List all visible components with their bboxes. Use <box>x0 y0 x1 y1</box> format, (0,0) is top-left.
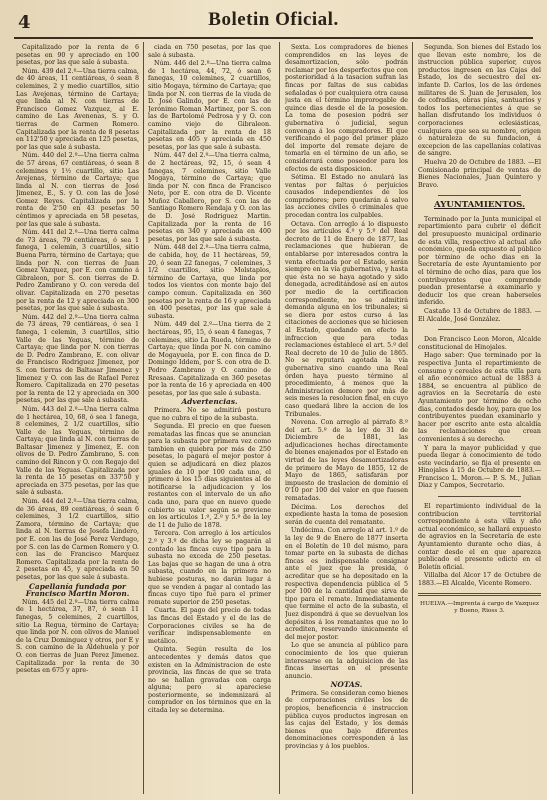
paragraph: Novena. Con arreglo al párrafo 8.º del art. 5.º de la ley de 31 de Diciembre de 1881, las adjudicaciones hechas directamente de bienes enajenados por el Estado en virtud de las leyes desamortizadoras de primero de Mayo de 1855, 12 de Mayo de 1865, satisfarán por impuesto de traslacion de dominio el 0'10 por 100 del valor en que fuesen rematadas. <box>285 419 408 503</box>
paragraph: Décima. Los derechos del expediente hasta la toma de posesion serán de cuenta del rematante. <box>285 503 408 526</box>
paragraph: Núm. 446 del 2.º—Una tierra calma de 1 hectárea, 44, 72, ó sean 6 fanegas, 10 celemines, 2 cuartillos, sitio Mogaya, término de Cartaya; que linda por N. con tierras de la viuda de D. José Galindo, por E. con las de Jerónimo Roman Martinez, por S. con las de Bartolomé Pedrosa y y O. con camino viejo de Gibraleon. Capitalizada por la renta de 18 pesetas en 405 y apreciada en 450 pesetas, por las que sale á subasta. <box>148 60 271 151</box>
paragraph: Undécima. Con arreglo al art. 1.º de la ley de 9 de Enero de 1877 inserta en el Boletín de 10 del mismo, para tomar parte en la subasta de dichas fincas es indispensable consignar ante el juez que la presida, ó acreditar que se ha depositado en la respectiva dependencia pública el 5 por 100 de la cantidad que sirva de tipo para el remate. Inmediatamente que termine el acto de la subasta, el Juez dispondrá á que se devuelvan los depósitos á los rematantes que no lo acrediten, reservando únicamente el del mejor postor. <box>285 527 408 641</box>
section-title: AYUNTAMIENTOS. <box>433 200 526 211</box>
paragraph: Sétima. El Estado no anulará las ventas por faltas ó perjuicios causados independientes de los compradores; pero quedarán á salvo las acciones civiles ó criminales que procedan contra los culpables. <box>285 174 408 220</box>
paragraph: Núm. 443 del 2.º—Una tierra calma de 1 hectárea, 10, 68, ó sea 1 fanega, 8 celemines, 2 1/2 cuartillos, sitio Valle de las Yeguas, término de Cartaya; que linda al N. con tierras de Baltasar Jimenez y Jimenez, E. con olivos de D. Pedro Zambrano, S. con camino del Rincon y O. con Regajo del Valle de las Yeguas. Capitalizada por la renta de 15 pesetas en 337'50 y apreciada en 375 pesetas, por las que sale á subasta. <box>16 405 139 497</box>
column-divider <box>279 42 280 794</box>
paragraph: Núm. 442 del 2.º—Una tierra calma de 73 áreas, 79 centiáreas, ó sea 1 fanega, 1 celemin, 3 cuartillos, sitio Valle de las Yeguas, término de Cartaya; que linda por N. con tierras de D. Pedro Zambrano, E. con olivar de Francisco Rodriguez Jimenez, por S. con tierras de Baltasar Jimenez y Jimenez y O. con las de Rafael Perez Romero. Capitalizada en 270 pesetas por la renta de 12 y apreciada en 300 pesetas, por las que sale á subasta. <box>16 313 139 405</box>
page-title: Boletin Oficial. <box>208 9 339 30</box>
column-3 <box>285 44 408 792</box>
paragraph: Sexta. Los compradores de bienes comprendidos en las leyes de desamortizacion, sólo podrán reclamar por los desperfectos que con posterioridad á la tasacion sufran las fincas por faltas de sus cabidas señaladas ó por cualquiera otra causa justa en el término improrogable de quince dias desde el de la posesion. La toma de posesion podrá ser gubernativa ó judicial, segun convenga á los compradores. El que verificando el pago del primer plazo del importe del remate dejare de tomarla en el término de un año, se considerará como poseedor para los efectos de esta disposicion. <box>285 44 408 173</box>
paragraph: Núm. 439 del 2.º—Una tierra calma, de 40 áreas, 11 centiáreas, ó sean 8 celemines, 2 y medio cuartillos, sitio Las Avejenas, término de Cartaya; que linda al N. con tierras de Francisco Gomez Vazquez, al E. camino de Las Avenenas, S. y O. tierras de Carmen Romero. Capitalizada por la renta de 8 pesetas en 112'50 y apreciada en 125 pesetas, por las que sale á subasta. <box>16 67 139 151</box>
paragraph: Lo que se anuncia al público para conocimiento de los que quieran interesarse en la adquisicion de las fincas insertas en el presente anuncio. <box>285 642 408 680</box>
paragraph: ciada en 750 pesetas, por las que sale á subasta. <box>148 44 271 59</box>
paragraph: Núm. 447 del 2.º—Una tierra calma, de 2 hectáreas, 92, 15, ó sean 4 fanegas, 7 celemines, sitio Valle Mogaya, término de Cartaya; que linda por N. con finca de Francisco Neto, por E. con otra de D. Vicente Muñoz Caballero, por S. con las de Santiago Romero Rendaja y O. con las de D. José Rodriguez Martin. Capitalizada por la renta de 16 pesetas en 340 y apreciada en 400 pesetas, por las que sale á subasta. <box>148 152 271 243</box>
column-1 <box>16 44 139 792</box>
paragraph: Núm. 445 del 2.º—Una tierra calma de 1 hectárea, 37, 87, ó sean 11 fanegas, 5 celemines, 2 cuartillos, sitio La Regua, término de Cartaya; que linda por N. con olivos de Manuel de la Cruz Dominguez y otros, por E y S. con camino de la Aldehuela y por O. con tierras de Juan Perez Jimenez. Capitalizada por la renta de 30 pesetas en 675 y apre- <box>16 598 139 675</box>
paragraph: Cuarta. El pago del precio de todas las fincas del Estado y el de las de Corporaciones civiles se ha de verificar indispensablemente en metálico. <box>148 607 271 645</box>
page-number: 4 <box>18 12 31 33</box>
paragraph: Quinta. Según resulta de los antecedentes y demás datos que existen en la Administracion de este provincia, las fincas de que se trata no se hallan gravadas con carga alguna; pero si apareciese posteriormente, se indemnizará al comprador en los términos que en la citada ley se determina. <box>148 646 271 715</box>
paragraph: Castaño 13 de Octubre de 1883. —El Alcalde, José González. <box>418 308 541 323</box>
divider <box>418 593 541 596</box>
divider <box>438 329 521 330</box>
paragraph: Segunda. Son bienes del Estado los que llevan este nombre, los de instruccion pública superior, cuyos productos ingresen en las Cajas del Estado, los de secuestro del ex-infante D. Carlos, los de las órdenes militares de S. Juan de Jerusalen, los de cofradías, obras pías, santuarios y todos los pertenecientes á que se hallan disfrutando los individuos ó corporaciones eclesiásticas, cualquiera que sea su nombre, origen ó naturaleza de su fundacion, á excepcion de las capellanías colativas de sangre. <box>418 44 541 158</box>
paragraph: Primera. Se consideran como bienes de corporaciones civiles los de propios, beneficencia é instruccion pública cuyos productos ingresan en las cajas del Estado, y los demás bienes que bajo diferentes denominaciones corresponden á las provincias y á los pueblos. <box>285 689 408 751</box>
section-title: NOTAS. <box>330 680 363 690</box>
divider <box>438 195 521 196</box>
divider <box>438 496 521 497</box>
column-divider <box>412 42 413 794</box>
paragraph: Núm. 444 del 2.º—Una tierra calma, de 36 áreas, 89 centiáreas, ó sean 6 celemines, 3 1/2 cuartillos, sitio Zamora, término de Cartaya; que linda al N. tierras de Josefa Lindero, por E. con las de José Perez Verdugo, por S. con las de Carmen Romero y O. con las de Francisco Marquez Romero. Capitalizada por la renta de 2 pesetas en 45, y apreciada en 50 pesetas, por las que sale á subasta. <box>16 498 139 581</box>
section-title: Capellanía fundada por Francisco Martin Moron. <box>25 581 130 599</box>
paragraph: Segunda. El precio en que fuesen rematadas las fincas que se anuncian para la subasta por primera vez como tambien en quiebra por más de 250 pesetas, lo pagará el mejor postor á quien se adjudicará en diez plazos iguales de 10 por 100 cada uno, el primero á los 15 dias siguientes al de notificarse la adjudicacion y los restantes con el intervalo de un año cada uno, para que en nuevo quede cubierto su valor según se previene en los artículos 1.º, 2.º y 5.º de la ley de 11 de Julio de 1878. <box>148 423 271 529</box>
paragraph: Terminado por la Junta municipal el repartimiento para cubrir el déficit del presupuesto municipal ordinario de esta villa, respectivo al actual año económico, queda expuesto al público por término de ocho dias en la Secretaría de este Ayuntamiento por el término de ocho dias, para que los contribuyentes que comprende puedan presentarse á examinarlo y deducir los que crean haberseles inferido. <box>418 215 541 307</box>
paragraph: Don Francisco Leon Moron, Alcalde constitucional de Hinojales. <box>418 336 541 351</box>
section-title: Advertencias. <box>181 397 238 407</box>
paragraph: Núm. 440 del 2.º—Una tierra calma de 57 áreas, 67 centiáreas, ó sean 8 celemines y 1½ cuartillo, sitio Las Avejenas, término de Cartaya; que linda al N. con tierras de José Jimenez, E., S. y O. con las de José Gomez Reyes. Capitalizada por la renta de 2'50 en 43 pesetas 50 céntimos y apreciada en 58 pesetas, por las que sale á subasta. <box>16 152 139 228</box>
paragraph: Primera. No se admitirá postura que no cubra el tipo de la subasta. <box>148 406 271 422</box>
page-header <box>14 6 533 38</box>
header-rule <box>14 37 533 39</box>
imprint: HUELVA.—Imprenta á cargo de Vazquez y Bueno, Rioss 3. <box>420 600 539 615</box>
column-4 <box>418 44 541 792</box>
paragraph: Capitalizado por la renta de 6 pesetas en 90 y apreciado en 100 pesetas, por las que sale á subasta. <box>16 44 139 67</box>
paragraph: Y para la mayor publicidad y que pueda llegar á conocimiento de todo este vecindario, se fija el presente en Hinojales á 15 de Octubre de 1883.—Francisco L. Moron.— P. S. M., Julian Diaz y Campos, Secretario. <box>418 444 541 490</box>
column-divider <box>143 42 144 794</box>
paragraph: Núm. 441 del 2.º—Una tierra calma de 73 áreas, 79 centiáreas, ó sea 1 fanega, 1 celemin, 3 cuartillos, sitio Buena Parra, término de Cartaya; que linda por N. con tierras de Juan Gomez Vazquez, por E. con camino á Gibraleon, por S. con tierras de D. Pedro Zambrano y O. con vereda del olivar. Capitalizada en 270 pesetas por la renta de 12 y apreciada en 300 pesetas, por las que sale á subasta. <box>16 229 139 313</box>
paragraph: Huelva 20 de Octubre de 1883. —El Comisionado principal de ventas de Bienes Nacionales, Juan Quintero y Bravo. <box>418 158 541 189</box>
paragraph: Núm. 448 del 2.º—Una tierra calma, de cabida, hoy, de 11 hectáreas, 59, 20, ó sean 22 fanegas, 7 celemines, 3 1/2 cuartillos, sitio Molstaplos, término de Cartaya, que linda por todos los vientos con monte bajo del campo comun. Capitalizada en 360 pesetas por la renta de 16 y apreciada en 400 pesetas, por las que sale á subasta. <box>148 244 271 320</box>
paragraph: El repartimiento individual de la contribucion territorial correspondiente á esta villa y año actual económico, se hallará expuesto de agravios en la Secretaría de este Ayuntamiento durante ocho dias, á contar desde el en que aparezca publicado el presente edicto en el Boletín oficial. <box>418 503 541 571</box>
paragraph: Núm. 449 del 2.º—Una tierra de 2 hectáreas, 95, 15, ó sean 4 fanegas, 7 celemines, sitio La Rueda, término de Cartaya; que linda por N. con camino de Mogayuela, por E. con finca de D. Domingo Iddem, por S. con otra de D. Pedro Zambrano y O. camino de Rresaas. Capitalizada en 360 pesetas por la renta de 16 y apreciada en 400 pesetas, por las que sale á subasta. <box>148 321 271 397</box>
paragraph: Octava. Con arreglo á lo dispuesto por los artículos 4.º y 5.º del Real decreto de 11 de Enero de 1877, las reclamaciones que hubieran de entablarse por interesados contra la venta efectuada por el Estado, serán siempre en la vía gubernativa, y hasta que ésta no se haya agotado y sido denegada, acreditándose así en autos por medio de la certificacion correspondiente, no se admitirá demanda alguna en los tribunales; si se diera por estos curso á las citaciones de acciones que se hiciesen al Estado, quedando en efecto la infraccion que para todas reclamaciones establece el art. 5.º del Real decreto de 10 de Julio de 1865. No se reputará agotada la vía gubernativa sino cuando una Real órden haya puesto término al procedimiento, á menos que la Administracion demore por más de seis meses la resolucion final, en cuyo caso quedará libre la accion de los Tribunales. <box>285 220 408 418</box>
paragraph: Hago saber: Que terminado por la respectiva Junta el repartimiento de consumo y cereales de esta villa para el año económico actual de 1883 á 1884, se encuentra al público de agravios en la Secretaría de este Ayuntamiento por término de ocho dias, contados desde hoy, para que los contribuyentes puedan examinarlo y hacer por escrito ante esta alcaldía las reclamaciones que crean convenientes á su derecho. <box>418 352 541 443</box>
column-2 <box>148 44 271 792</box>
paragraph: Tercera. Con arreglo á los artículos 2.º y 3.º de dicha ley se pagarán al contado las fincas cuyo tipo para la subasta no exceda de 250 pesetas. Las bajas que se hagan de una á otra subasta, cuando en la primera no hubiese posturas, no darán lugar á que se venden á pagar al contado las fincas cuyo tipo fué para el primer remate superior de 250 pesetas. <box>148 530 271 606</box>
paragraph: Villalba del Alcor 17 de Octubre de 1883.—El Alcalde, Vicente Romero. <box>418 572 541 587</box>
